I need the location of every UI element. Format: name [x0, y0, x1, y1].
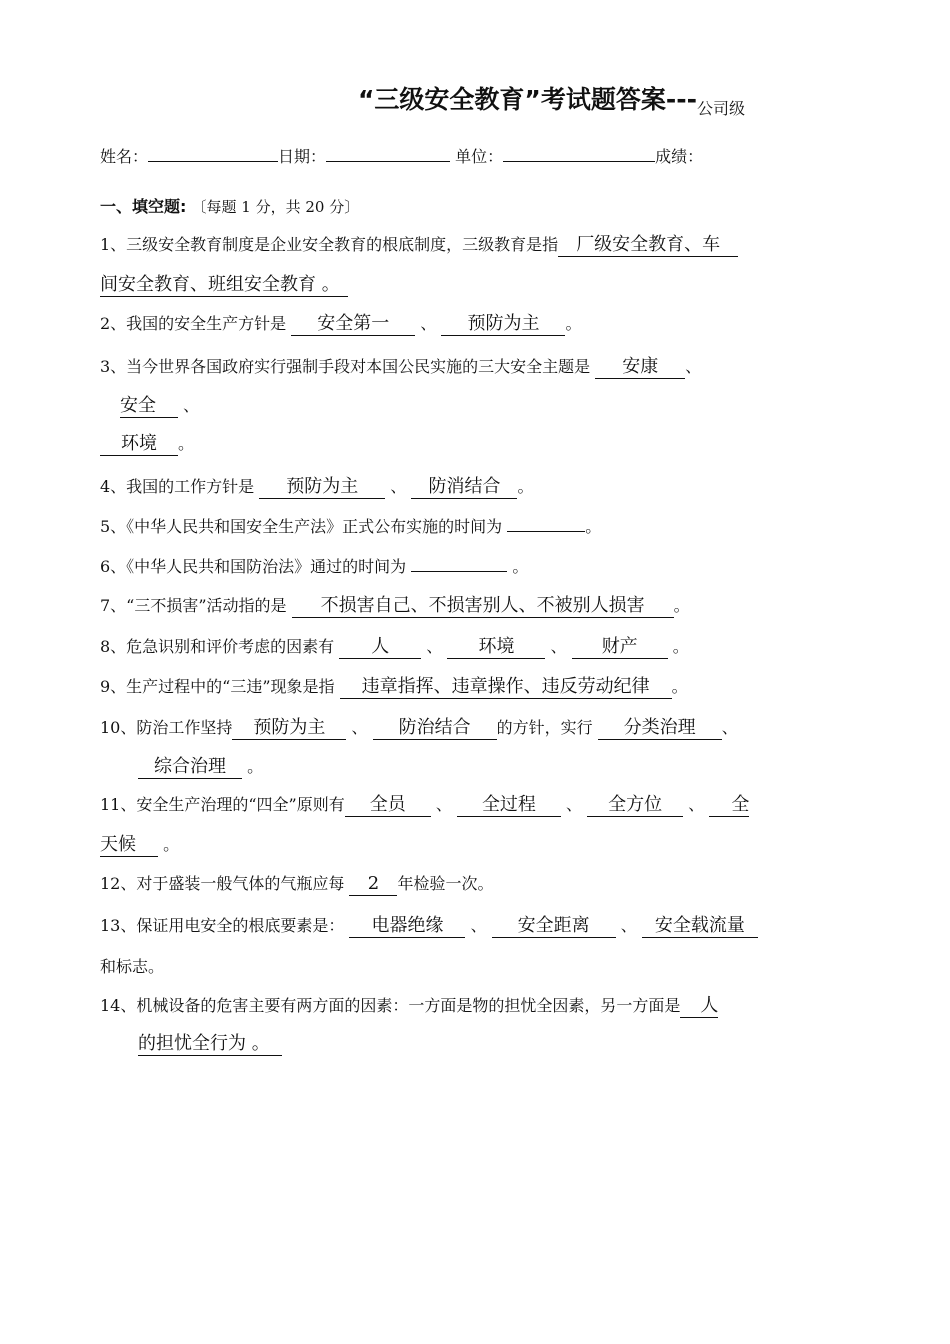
q8-answer-2: 环境 [447, 636, 545, 659]
question-11-cont: 天候 。 [100, 834, 180, 855]
unit-label: 单位： [455, 147, 504, 166]
q12-text: 12、对于盛装一般气体的气瓶应每 [100, 874, 345, 893]
title-sub: 公司级 [697, 99, 746, 118]
date-label: 日期： [278, 147, 327, 166]
q3-answer-2: 安全 [120, 395, 178, 418]
q11-answer-3: 全方位 [587, 794, 683, 817]
score-label: 成绩： [655, 147, 704, 166]
q3-answer-1: 安康 [595, 356, 685, 379]
q2-answer-1: 安全第一 [291, 313, 415, 336]
name-field[interactable] [148, 161, 278, 162]
q10-text: 10、防治工作坚持 [100, 718, 233, 737]
q1-text: 1、三级安全教育制度是企业安全教育的根底制度，三级教育是指 [100, 235, 559, 254]
q7-answer: 不损害自己、不损害别人、不被别人损害 [292, 595, 674, 618]
question-1-cont [100, 274, 840, 297]
question-12: 12、对于盛装一般气体的气瓶应每 2 年检验一次。 [100, 873, 494, 894]
question-10: 10、防治工作坚持 预防为主 、 防治结合 的方针，实行 分类治理 、 [100, 717, 738, 738]
q11-text: 11、安全生产治理的“四全”原则有 [100, 795, 345, 814]
q2-text: 2、我国的安全生产方针是 [100, 314, 287, 333]
question-11: 11、安全生产治理的“四全”原则有 全员 、 全过程 、 全方位 、 全 [100, 794, 750, 815]
q10-answer-2: 防治结合 [373, 717, 497, 740]
question-1 [100, 234, 840, 257]
q9-answer: 违章指挥、违章操作、违反劳动纪律 [340, 676, 672, 699]
q3-text: 3、当今世界各国政府实行强制手段对本国公民实施的三大安全主题是 [100, 357, 591, 376]
question-13-cont [100, 956, 840, 978]
question-10-cont: 综合治理 。 [138, 756, 878, 779]
q11-answer-4: 全 [709, 794, 749, 817]
title-main: “三级安全教育”考试题答案--- [358, 85, 697, 114]
date-field[interactable] [326, 161, 450, 162]
q10-answer-4: 综合治理 [138, 756, 242, 779]
q8-text: 8、危急识别和评价考虑的因素有 [100, 637, 335, 656]
q13-answer-3: 安全载流量 [642, 915, 758, 938]
q1-answer-2: 间安全教育、班组安全教育 。 [100, 274, 348, 297]
q5-text: 5、《中华人民共和国安全生产法》正式公布实施的时间为 [100, 517, 503, 536]
q12-answer: 2 [349, 873, 397, 896]
question-14-cont [138, 1033, 878, 1056]
question-7: 7、“三不损害”活动指的是 不损害自己、不损害别人、不被别人损害 。 [100, 595, 690, 616]
q7-text: 7、“三不损害”活动指的是 [100, 596, 287, 615]
q11-answer-5: 天候 [100, 834, 158, 857]
question-3-cont2: 环境 。 [100, 433, 840, 456]
q10-answer-1: 预防为主 [232, 717, 346, 740]
section-heading [100, 196, 840, 218]
q13-text: 13、保证用电安全的根底要素是： [100, 916, 345, 935]
header-fields [100, 146, 840, 168]
question-3: 3、当今世界各国政府实行强制手段对本国公民实施的三大安全主题是 安康 、 [100, 356, 702, 377]
section-note: 〔每题 1 分，共 20 分〕 [191, 198, 360, 216]
q3-answer-3: 环境 [100, 433, 178, 456]
q11-answer-2: 全过程 [457, 794, 561, 817]
section-title: 一、填空题: [100, 197, 187, 216]
q13-line2: 和标志。 [100, 957, 165, 976]
page-title [358, 80, 745, 116]
question-3-cont: 安全 、 [120, 395, 200, 416]
question-8: 8、危急识别和评价考虑的因素有 人 、 环境 、 财产 。 [100, 636, 689, 657]
q13-answer-1: 电器绝缘 [349, 915, 465, 938]
q10-answer-3: 分类治理 [598, 717, 722, 740]
q8-answer-1: 人 [339, 636, 421, 659]
q4-answer-1: 预防为主 [259, 476, 385, 499]
q8-answer-3: 财产 [572, 636, 668, 659]
q4-answer-2: 防消结合 [411, 476, 517, 499]
question-4: 4、我国的工作方针是 预防为主 、 防消结合 。 [100, 476, 534, 497]
q13-answer-2: 安全距离 [492, 915, 616, 938]
q2-answer-2: 预防为主 [441, 313, 565, 336]
q6-text: 6、《中华人民共和国防治法》通过的时间为 [100, 557, 407, 576]
q6-answer[interactable] [411, 571, 507, 572]
name-label: 姓名： [100, 147, 149, 166]
question-5: 5、《中华人民共和国安全生产法》正式公布实施的时间为 。 [100, 517, 602, 536]
question-9: 9、生产过程中的“三违”现象是指 违章指挥、违章操作、违反劳动纪律 。 [100, 676, 688, 697]
q14-answer-1: 人 [680, 995, 718, 1018]
unit-field[interactable] [503, 161, 655, 162]
question-13: 13、保证用电安全的根底要素是： 电器绝缘 、 安全距离 、 安全载流量 [100, 915, 840, 938]
q4-text: 4、我国的工作方针是 [100, 477, 255, 496]
q5-answer[interactable] [507, 531, 585, 532]
question-2: 2、我国的安全生产方针是 安全第一 、 预防为主 。 [100, 313, 582, 334]
q11-answer-1: 全员 [345, 794, 431, 817]
question-6: 6、《中华人民共和国防治法》通过的时间为 。 [100, 557, 529, 576]
q1-answer-1: 厂级安全教育、车 [558, 234, 738, 257]
question-14 [100, 995, 840, 1018]
q14-text: 14、机械设备的危害主要有两方面的因素：一方面是物的担忧全因素，另一方面是 [100, 996, 681, 1015]
q14-answer-2: 的担忧全行为 。 [138, 1033, 282, 1056]
q9-text: 9、生产过程中的“三违”现象是指 [100, 677, 335, 696]
